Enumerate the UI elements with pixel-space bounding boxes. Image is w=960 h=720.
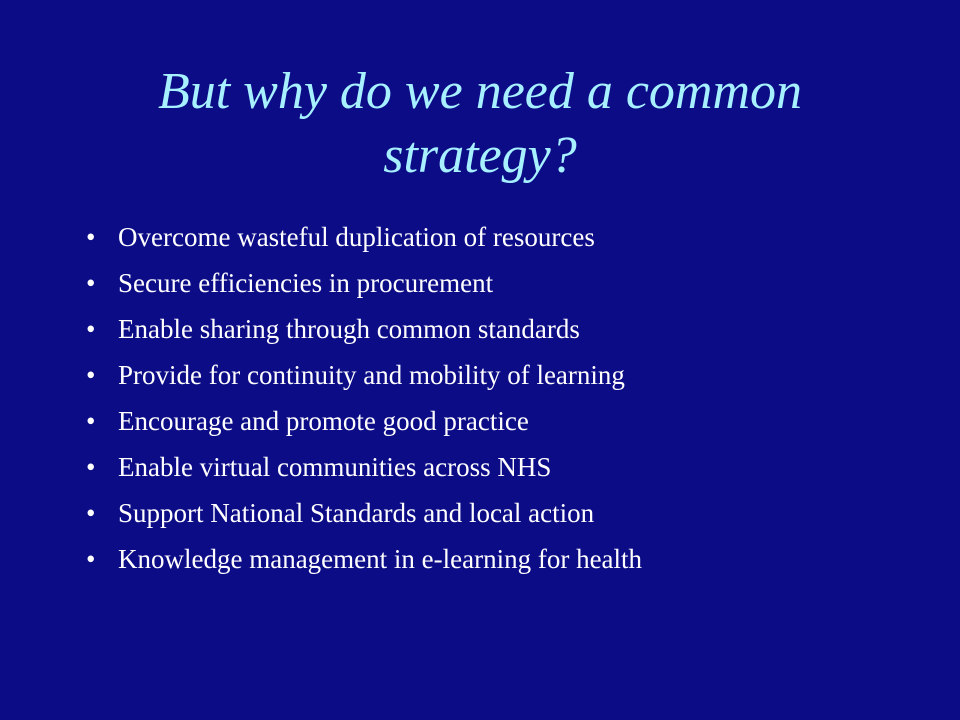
bullet-icon: • <box>86 268 96 298</box>
bullet-text: Support National Standards and local action <box>118 498 595 528</box>
bullet-text: Overcome wasteful duplication of resources <box>118 222 595 252</box>
bullet-icon: • <box>86 452 96 482</box>
bullet-text: Enable virtual communities across NHS <box>118 452 552 482</box>
bullet-item <box>80 214 900 260</box>
bullet-item <box>80 444 900 490</box>
bullet-icon: • <box>86 314 96 344</box>
bullet-text: Provide for continuity and mobility of learning <box>118 360 625 390</box>
slide-title: But why do we need a common strategy? <box>157 63 803 184</box>
bullet-item <box>80 260 900 306</box>
bullet-icon: • <box>86 498 96 528</box>
bullet-icon: • <box>86 406 96 436</box>
bullet-text: Enable sharing through common standards <box>118 314 580 344</box>
bullet-text: Knowledge management in e-learning for health <box>118 544 643 574</box>
bullet-item <box>80 306 900 352</box>
bullet-list <box>80 214 900 582</box>
bullet-item <box>80 490 900 536</box>
bullet-item <box>80 398 900 444</box>
bullet-item <box>80 352 900 398</box>
bullet-item <box>80 536 900 582</box>
bullet-text: Encourage and promote good practice <box>118 406 529 436</box>
bullet-icon: • <box>86 222 96 252</box>
bullet-icon: • <box>86 360 96 390</box>
bullet-icon: • <box>86 544 96 574</box>
bullet-text: Secure efficiencies in procurement <box>118 268 494 298</box>
